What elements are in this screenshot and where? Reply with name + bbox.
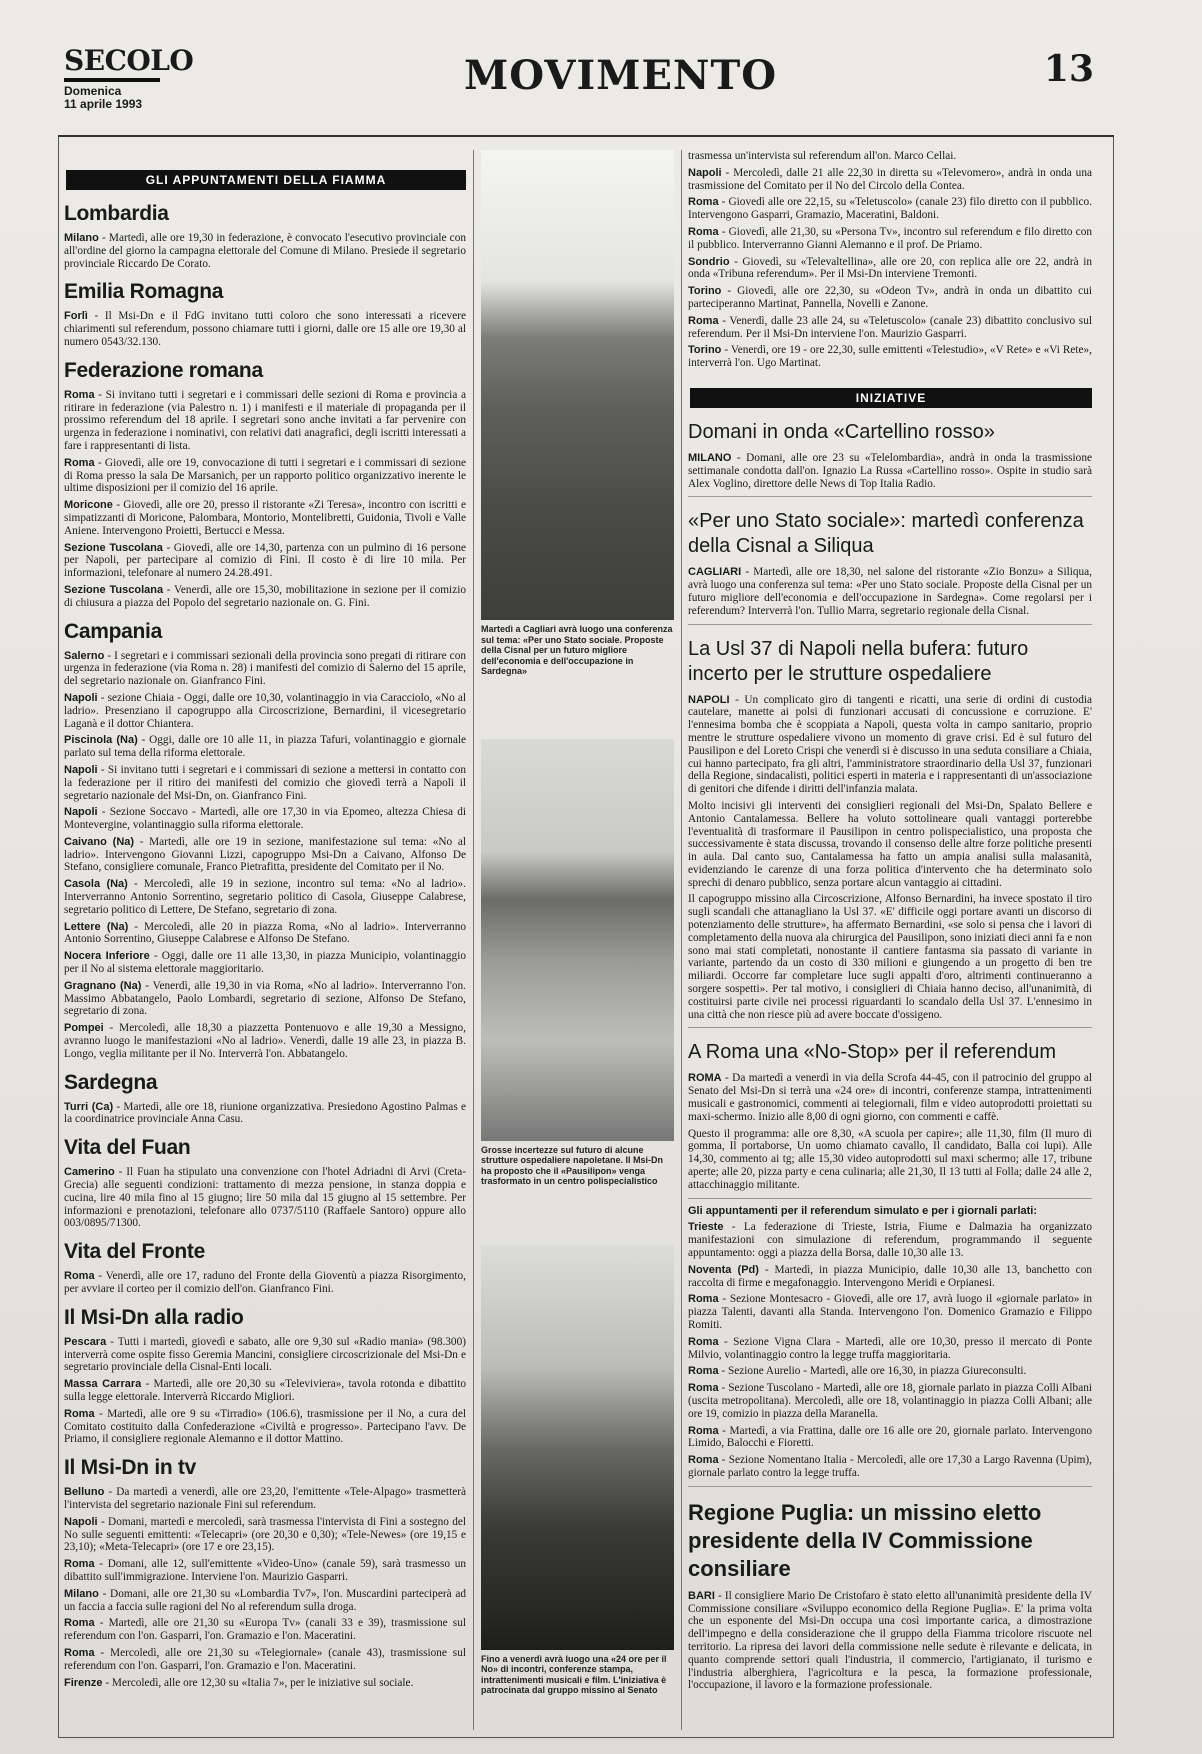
simulate-list	[688, 1221, 1092, 1479]
lead-in: Caivano (Na)	[64, 835, 135, 848]
lead-in: Nocera Inferiore	[64, 950, 150, 963]
section-banner: GLI APPUNTAMENTI DELLA FIAMMA	[66, 170, 466, 190]
column-appointments	[64, 150, 466, 1730]
paragraph: Forlì - Il Msi-Dn e il FdG invitano tutti coloro che sono interessati a ricevere chiarimenti sul referendum, possono chiamare tutti i giorni, dalle ore 15 alle ore 19,30 al numero 0543/32.130.	[64, 310, 466, 348]
section-banner: INIZIATIVE	[690, 388, 1092, 408]
tv-continuation	[688, 150, 1092, 370]
newspaper-logo: SECOLO	[64, 44, 194, 77]
region-title: Federazione romana	[64, 358, 263, 382]
paragraph: Firenze - Mercoledì, alle ore 12,30 su «Italia 7», per le iniziative sul sociale.	[64, 1676, 414, 1689]
column-photos	[481, 150, 674, 1730]
lead-in: Roma	[688, 1424, 719, 1437]
paragraph: Noventa (Pd) - Martedì, in piazza Municipio, dalle 10,30 alle 13, banchetto con raccolta di firme e megafonaggio. Intervengono Meridi e Orpianesi.	[688, 1263, 1092, 1289]
paragraph: Roma - Giovedì, alle ore 19, convocazione di tutti i segretari e i commissari di sezione di Roma presso la sala De Marsanich, per un rapporto politico organizzativo inerente le ultime disposizioni per il comizio del 16 aprile.	[64, 456, 466, 495]
page-number: 13	[1043, 48, 1094, 90]
paragraph: Roma - Domani, alle 12, sull'emittente «Video-Uno» (canale 59), sarà trasmesso un dibattito sull'immigrazione. Interviene l'on. Maurizio Gasparri.	[64, 1558, 466, 1583]
paragraph: Roma - Martedì, alle ore 9 su «Tirradio» (106.6), trasmissione per il No, a cura del Comitato costituito dalla Confederazione «Civiltà e progresso». Partecipano l'avv. De Priamo, il consigliere regionale Alemanno e il dottor Mattino.	[64, 1407, 466, 1446]
paragraph: Sezione Tuscolana - Giovedì, alle ore 14,30, partenza con un pulmino di 16 persone per Napoli, per partecipare al comizio di Fini. Il costo è di lire 10 mila. Per informazioni, telefonare al numero 24.28.491.	[64, 541, 466, 580]
column-divider	[473, 150, 474, 1730]
region-title: Il Msi-Dn in tv	[64, 1456, 197, 1480]
region-title: Lombardia	[64, 202, 169, 225]
paragraph: Turri (Ca) - Martedì, alle ore 18, riunione organizzativa. Presiedono Agostino Palmas e la coordinatrice provinciale Anna Casu.	[64, 1100, 466, 1126]
photo-hospital	[481, 739, 674, 1141]
paragraph: Roma - Sezione Vigna Clara - Martedì, alle ore 10,30, presso il mercato di Ponte Milvio, volantinaggio contro la legge truffa maggioritaria.	[688, 1335, 1092, 1361]
simulate-heading: Gli appuntamenti per il referendum simulato e per i giornali parlati:	[688, 1204, 1038, 1217]
paragraph: Roma - Sezione Tuscolano - Martedì, alle ore 18, giornale parlato in piazza Colli Albani (uscita metropolitana). Mercoledì, alle ore 18, volantinaggio in piazza Colli Albani; alle ore 19, comizio in piazza della Maranella.	[688, 1382, 1092, 1420]
paragraph: Camerino - Il Fuan ha stipulato una convenzione con l'hotel Adriadni di Arvi (Creta-Grecia) alle seguenti condizioni: trattamento di mezza pensione, in stanza doppia e cucina, lire 40 mila fino al 15 giugno; lire 50 mila dal 15 giugno al 15 settembre. Per informazioni e prenotazioni, telefonare allo 0737/5110 (Raffaele Santoro) oppure allo 003/0895/71300.	[64, 1166, 466, 1230]
lead-in: Pompei	[64, 1022, 104, 1035]
lead-in: Turri (Ca)	[64, 1100, 114, 1113]
lead-in: Sondrio	[688, 255, 730, 268]
lead-in: Firenze	[64, 1676, 103, 1689]
region-title: Emilia Romagna	[64, 280, 224, 304]
lead-in: Sezione Tuscolana	[64, 583, 164, 596]
paragraph: Belluno - Da martedì a venerdì, alle ore 23,20, l'emittente «Tele-Alpago» trasmetterà l'intervista del segretario nazionale Fini sul referendum.	[64, 1486, 466, 1511]
lead-in: Lettere (Na)	[64, 920, 129, 933]
lead-in: Noventa (Pd)	[688, 1263, 759, 1276]
divider	[688, 1486, 1092, 1487]
paragraph: Roma - Sezione Nomentano Italia - Mercoledì, alle ore 17,30 a Largo Ravenna (Upim), giornale parlato contro la legge truffa.	[688, 1454, 1092, 1479]
lead-in: MILANO	[688, 451, 732, 464]
paragraph: Napoli - Domani, martedì e mercoledì, sarà trasmessa l'intervista di Fini a sostegno del No sulle seguenti emittenti: «Telecapri» (ore 20,30 e 0,30); «Tele-Newes» (ore 19,15 e 23,10); «Meta-Telecapri» (ore 17 e ore 23,15).	[64, 1515, 466, 1554]
region-title: Vita del Fronte	[64, 1240, 205, 1264]
paragraph: Roma - Sezione Aurelio - Martedì, alle ore 16,30, in piazza Giureconsulti.	[688, 1365, 1027, 1378]
paragraph: Milano - Martedì, alle ore 19,30 in federazione, è convocato l'esecutivo provinciale con all'ordine del giorno la campagna elettorale del Comune di Milano. Presiede il segretario provinciale Riccardo De Corato.	[64, 232, 466, 270]
photo-caption: Martedì a Cagliari avrà luogo una conferenza sul tema: «Per uno Stato sociale. Proposte della Cisnal per un futuro migliore dell'economia e dell'occupazione in Sardegna»	[481, 624, 673, 676]
column-divider	[681, 150, 682, 1730]
paragraph: Casola (Na) - Mercoledì, alle 19 in sezione, incontro sul tema: «No al ladrio». Interverranno Antonio Sorrentino, segretario politico di Casola, Giuseppe Calabrese, segretario politico di Lettere, De Stefano, segretario di zona.	[64, 878, 466, 916]
paragraph: Pompei - Mercoledì, alle 18,30 a piazzetta Pontenuovo e alle 19,30 a Messigno, avranno luogo le manifestazioni «No al ladrio». Venerdì, dalle 19 alle 23, in piazza B. Longo, veglia militante per il No. Interverrà l'on. Abbatangelo.	[64, 1022, 466, 1060]
paragraph: Napoli - Sezione Soccavo - Martedì, alle ore 17,30 in via Epomeo, altezza Chiesa di Montevergine, volantinaggio sulla riforma elettorale.	[64, 806, 466, 832]
lead-in: Gragnano (Na)	[64, 979, 142, 992]
lead-in: Salerno	[64, 649, 105, 662]
story-title: «Per uno Stato sociale»: martedì conferenza della Cisnal a Siliqua	[688, 510, 1084, 558]
lead-in: Milano	[64, 1587, 99, 1600]
paragraph: Gragnano (Na) - Venerdì, alle 19,30 in via Roma, «No al ladrio». Interverranno l'on. Massimo Abbatangelo, Paolo Lombardi, segretario di sezione, Alfonso De Stefano, segretario di zona.	[64, 979, 466, 1018]
paragraph: Massa Carrara - Martedì, alle ore 20,30 su «Televiviera», tavola rotonda e dibattito sulla legge elettorale. Interverrà Riccardo Migliori.	[64, 1378, 466, 1403]
lead-in: Roma	[64, 1558, 95, 1571]
lead-in: Piscinola (Na)	[64, 734, 138, 747]
paragraph: MILANO - Domani, alle ore 23 su «Telelombardia», andrà in onda la trasmissione settimanale condotta dall'on. Ignazio La Russa «Cartellino rosso». Ospite in studio sarà Alex Voglino, direttore delle News di Top Italia Radio.	[688, 451, 1092, 490]
paragraph: Molto incisivi gli interventi dei consiglieri regionali del Msi-Dn, Spalato Bellere e Antonio Cantalamessa. Bellere ha voluto sottolineare quali vantaggi porterebbe l'eventualità di trasformare il Pausilipon in centro polispecialistico, una proposta che successivamente è stata discussa, trovando il consenso delle altre forze politiche presenti in aula. Dal canto suo, Cantalamessa ha fatto un ampia analisi sulla malasanità, evidenziando le carenze di una forza politica d'intervento che ha determinato solo sprechi di denaro pubblico, senza portare alcun vantaggio ai cittadini.	[688, 799, 1092, 889]
paragraph: Lettere (Na) - Mercoledì, alle 20 in piazza Roma, «No al ladrio». Interverranno Antonio Sorrentino, Giuseppe Calabrese e Alfonso De Stefano.	[64, 920, 466, 946]
paragraph: Milano - Domani, alle ore 21,30 su «Lombardia Tv7», l'on. Muscardini parteciperà ad un faccia a faccia sulle ragioni del No al referendum sulla droga.	[64, 1587, 466, 1613]
paragraph: Questo il programma: alle ore 8,30, «A scuola per capire»; alle 11,30, film (Il muro di gomma, Il portaborse, Un uomo chiamato cavallo, Il candidato, Balla coi lupi). Alle 14,30, commento ai tg; alle 15,30 video autoprodotti sul maxi schermo; alle 17, tribune aperte; alle 20, pizza party e cena culinaria; alle 21,30, Il 13 tutti al Folla; dalle 24 alle 2, attacchinaggio militante.	[688, 1127, 1092, 1191]
lead-in: Roma	[688, 314, 719, 327]
lead-in: Roma	[688, 225, 719, 238]
paragraph: Sondrio - Giovedì, su «Televaltellina», alle ore 20, con replica alle ore 22, andrà in onda «Tribuna referendum». Per il Msi-Dn interviene Tremonti.	[688, 255, 1092, 281]
story-title: Domani in onda «Cartellino rosso»	[688, 420, 995, 443]
story-body	[688, 1590, 1092, 1692]
paragraph: NAPOLI - Un complicato giro di tangenti e ricatti, una serie di ordini di custodia cautelare, manette ai polsi di funzionari accusati di concussione e corruzione. E' l'ennesima bomba che è scoppiata a Napoli, questa volta in campo sanitario, proprio mentre le strutture ospedaliere vivono un momento di grave crisi. Ed è sul futuro del Pausilipon e del Loreto Crispi che venerdì si è discusso in una seduta consiliare a Chiaia, cui hanno partecipato, fra gli altri, l'amministratore straordinario della Usl 37, funzionari della Regione, sindacalisti, politici esperti in materia e i rappresentanti di un'associazione di genitori che difende i diritti dell'infanzia malata.	[688, 693, 1092, 796]
paragraph: Sezione Tuscolana - Venerdì, alle ore 15,30, mobilitazione in sezione per il comizio di chiusura a piazza del Popolo del segretario nazionale on. G. Fini.	[64, 583, 466, 609]
masthead	[64, 44, 1094, 111]
paragraph: trasmessa un'intervista sul referendum all'on. Marco Cellai.	[688, 150, 957, 162]
lead-in: Sezione Tuscolana	[64, 541, 163, 554]
paragraph: BARI - Il consigliere Mario De Cristofaro è stato eletto all'unanimità presidente della IV Commissione consiliare «Sviluppo economico della Regione Puglia». E' la prima volta che un esponente del Msi-Dn occupa una così importante carica, a dimostrazione dell'impegno e della considerazione che il gruppo della Fiamma tricolore riscuote nel territorio. La ripresa dei lavori della commissione nelle sedute è rilevante e delicata, in quanto comprende settori quali l'industria, il commercio, l'artigianato, il turismo e l'industria alberghiera, l'agricoltura e la pesca, la formazione professionale, l'occupazione, il lavoro e la formazione professionale.	[688, 1589, 1092, 1692]
lead-in: ROMA	[688, 1072, 722, 1085]
lead-in: CAGLIARI	[688, 566, 742, 579]
lead-in: Milano	[64, 232, 99, 244]
paragraph: Roma - Martedì, a via Frattina, dalle ore 16 alle ore 20, giornale parlato. Intervengono Limido, Balocchi e Fioretti.	[688, 1424, 1092, 1450]
lead-in: Moricone	[64, 499, 113, 512]
section-title: MOVIMENTO	[464, 52, 778, 99]
divider	[688, 1027, 1092, 1028]
photo-landscape	[481, 150, 674, 620]
lead-in: Pescara	[64, 1335, 107, 1348]
paragraph: Roma - Venerdì, dalle 23 alle 24, su «Teletuscolo» (canale 23) dibattito conclusivo sul referendum. Per il Msi-Dn interviene l'on. Maurizio Gasparri.	[688, 314, 1092, 340]
story-title: A Roma una «No-Stop» per il referendum	[688, 1041, 1056, 1064]
paragraph: Trieste - La federazione di Trieste, Istria, Fiume e Dalmazia ha organizzato manifestazioni con simulazione di referendum, programmando il seguente appuntamento: oggi a piazza della Borsa, dalle 10,30 alle 13.	[688, 1221, 1092, 1260]
lead-in: Forlì	[64, 310, 88, 323]
lead-in: Roma	[64, 388, 95, 401]
lead-in: Roma	[688, 1365, 719, 1378]
lead-in: Casola (Na)	[64, 878, 128, 891]
paragraph: ROMA - Da martedì a venerdì in via della Scrofa 44-45, con il patrocinio del gruppo al Senato del Msi-Dn si terrà una «24 ore» di incontri, conferenze stampa, intrattenimenti musicali e gastronomici, commenti ai telegiornali, film e video autoprodotti proiettati su maxi-schermo. Inizio alle 8,00 di ogni giorno, con commenti e caffè.	[688, 1072, 1092, 1123]
issue-day: Domenica	[64, 84, 122, 98]
paragraph: Roma - Giovedì, alle 21,30, su «Persona Tv», incontro sul referendum e filo diretto con il pubblico. Interverranno Gianni Alemanno e il prof. De Priamo.	[688, 225, 1092, 251]
divider	[688, 1198, 1092, 1199]
lead-in: Roma	[64, 456, 95, 469]
photo-caption: Grosse incertezze sul futuro di alcune strutture ospedaliere napoletane. Il Msi-Dn ha proposto che il «Pausilipon» venga trasformato in un centro polispecialistico	[481, 1144, 664, 1186]
paragraph: Roma - Si invitano tutti i segretari e i commissari delle sezioni di Roma e provincia a ritirare in federazione (via Palestro n. 1) i manifesti e il materiale di propaganda per il prossimo referendum del 18 aprile. I segretari sono anche invitati a far pervenire con urgenza in federazione i nominativi, con relativi dati anagrafici, degli iscritti interessati a fare i rappresentanti di lista.	[64, 388, 466, 452]
paragraph: Torino - Giovedì, alle ore 22,30, su «Odeon Tv», andrà in onda un dibattito cui parteciperanno Martinat, Pannella, Novelli e Zanone.	[688, 285, 1092, 310]
paragraph: Napoli - Mercoledì, dalle 21 alle 22,30 in diretta su «Televomero», andrà in onda una trasmissione del Comitato per il No del Circolo della Contea.	[688, 166, 1092, 192]
lead-in: Roma	[64, 1646, 95, 1659]
lead-in: Napoli	[64, 763, 98, 776]
logo-rule	[64, 78, 160, 82]
paragraph: Pescara - Tutti i martedì, giovedì e sabato, alle ore 9,30 sul «Radio mania» (98.300) interverrà come ospite fisso Geremia Mancini, consigliere circoscrizionale del Msi-Dn e segretario provinciale della Cisnal-Enti locali.	[64, 1335, 466, 1374]
paragraph: CAGLIARI - Martedì, alle ore 18,30, nel salone del ristorante «Zio Bonzu» a Siliqua, avrà luogo una conferenza sul tema: «Per uno Stato sociale. Proposte della Cisnal per un futuro migliore dell'economia e dell'occupazione in Sardegna». Come regolarsi per i referendum? Interverrà l'on. Tullio Marra, segretario regionale della Cisnal.	[688, 566, 1092, 617]
lead-in: Camerino	[64, 1166, 115, 1179]
region-title: Il Msi-Dn alla radio	[64, 1305, 244, 1329]
issue-date: 11 aprile 1993	[64, 97, 143, 111]
lead-in: Roma	[64, 1407, 95, 1420]
lead-in: Massa Carrara	[64, 1378, 142, 1391]
lead-in: NAPOLI	[688, 693, 730, 706]
lead-in: Napoli	[688, 166, 722, 179]
region-title: Sardegna	[64, 1070, 158, 1094]
paragraph: Caivano (Na) - Martedì, alle ore 19 in sezione, manifestazione sul tema: «No al ladrio». Intervengono Giovanni Lizzi, capogruppo Msi-Dn a Caivano, Alfonso De Stefano, consigliere comunale, Franco Pietrafitta, presidente del Comitato per il No.	[64, 835, 466, 874]
story-title: La Usl 37 di Napoli nella bufera: futuro incerto per le strutture ospedaliere	[688, 637, 1029, 685]
paragraph: Roma - Mercoledì, alle ore 21,30 su «Telegiornale» (canale 43), trasmissione sul referendum con l'on. Gasparri, l'on. Gramazio e l'on. Maceratini.	[64, 1646, 466, 1672]
lead-in: Belluno	[64, 1486, 105, 1499]
paragraph: Moricone - Giovedì, alle ore 20, presso il ristorante «Zi Teresa», incontro con iscritti e simpatizzanti di Moricone, Palombara, Montorio, Montelibretti, Guidonia, Tivoli e Valle Aniene. Intervengono Proietti, Bertucci e Messa.	[64, 499, 466, 537]
paragraph: Piscinola (Na) - Oggi, dalle ore 10 alle 11, in piazza Tafuri, volantinaggio e giornale parlato sul tema della riforma elettorale.	[64, 734, 466, 760]
lead-in: Torino	[688, 344, 722, 357]
divider	[688, 624, 1092, 625]
paragraph: Roma - Martedì, alle ore 21,30 su «Europa Tv» (canali 33 e 39), trasmissione sul referendum con l'on. Gasparri, l'on. Gramazio e l'on. Maceratini.	[64, 1617, 466, 1643]
lead-in: Roma	[64, 1617, 95, 1630]
paragraph: Salerno - I segretari e i commissari sezionali della provincia sono pregati di ritirare con urgenza in federazione (via Roma n. 28) i manifesti del comizio di Salerno del 15 aprile, del segretario nazionale on. Gianfranco Fini.	[64, 649, 466, 688]
column-initiatives	[688, 150, 1092, 1740]
lead-in: Roma	[688, 1293, 719, 1306]
lead-in: Roma	[688, 1382, 719, 1395]
lead-in: Trieste	[688, 1221, 724, 1234]
paragraph: Torino - Venerdì, ore 19 - ore 22,30, sulle emittenti «Telestudio», «V Rete» e «Vi Rete», interverrà l'on. Ugo Martinat.	[688, 344, 1092, 370]
paragraph: Napoli - sezione Chiaia - Oggi, dalle ore 10,30, volantinaggio in via Caracciolo, «No al ladrio». Presenziano il capogruppo alla Circoscrizione, Bernardini, il vicesegretario Laganà e il dottor Chiantera.	[64, 691, 466, 730]
lead-in: Roma	[688, 1454, 719, 1467]
paragraph: Il capogruppo missino alla Circoscrizione, Alfonso Bernardini, ha invece spostato il tiro sugli scandali che attanagliano la Usl 37. «E' difficile oggi portare avanti un discorso di potenziamento delle strutture», ha affermato Bernardini, «se solo si pensa che i lavori di completamento della nuova ala chirurgica del Pausilipon, sono iniziati dieci anni fa e non sono mai stati completati, nonostante il cantiere fantasma sia passato di variante in variante, partendo da un costo di 330 milioni e giungendo a un progetto di ben tre miliardi. Occorre far completare luce sugli appalti d'oro, altrimenti continueranno a sorgere sospetti». Per tal motivo, i consiglieri di Chiaia hanno deciso, all'unanimità, di costituirsi parte civile nei processi riguardanti lo scandalo della Usl 37. L'ennesimo in una città che non riesce più ad avere boccate d'ossigeno.	[688, 893, 1092, 1021]
photo-caption: Fino a venerdì avrà luogo una «24 ore per il No» di incontri, conferenze stampa, intrattenimenti musicali e film. L'iniziativa è patrocinata dal gruppo missino al Senato	[481, 1653, 667, 1695]
lead-in: Napoli	[64, 806, 98, 819]
paragraph: Roma - Sezione Montesacro - Giovedì, alle ore 17, avrà luogo il «giornale parlato» in piazza Talenti, davanti alla Standa. Intervengono l'on. Domenico Gramazio e Filippo Romiti.	[688, 1293, 1092, 1331]
lead-in: Torino	[688, 285, 722, 298]
divider	[688, 496, 1092, 497]
stories	[688, 420, 1092, 1192]
region-title: Vita del Fuan	[64, 1136, 191, 1160]
paragraph: Napoli - Si invitano tutti i segretari e i commissari di sezione a mettersi in contatto con la federazione per il ritiro dei manifesti del comizio che giovedì terrà a Napoli il segretario nazionale del Msi-Dn, on. Gianfranco Fini.	[64, 763, 466, 802]
lead-in: Roma	[64, 1270, 95, 1283]
lead-in: Roma	[688, 1335, 719, 1348]
photo-crowd	[481, 1245, 674, 1650]
paragraph: Roma - Giovedì alle ore 22,15, su «Teletuscolo» (canale 23) filo diretto con il pubblico. Intervengono Gasparri, Gramazio, Maceratini, Baldoni.	[688, 196, 1092, 222]
lead-in: BARI	[688, 1589, 715, 1602]
region-title: Campania	[64, 619, 162, 643]
lead-in: Roma	[688, 196, 719, 209]
paragraph: Nocera Inferiore - Oggi, dalle ore 11 alle 13,30, in piazza Municipio, volantinaggio per il No al sistema elettorale maggioritario.	[64, 950, 466, 976]
lead-in: Napoli	[64, 1515, 98, 1528]
paragraph: Roma - Venerdì, alle ore 17, raduno del Fronte della Gioventù a piazza Risorgimento, per avviare il corteo per il comizio dell'on. Gianfranco Fini.	[64, 1270, 466, 1296]
lead-in: Napoli	[64, 691, 98, 704]
story-title: Regione Puglia: un missino eletto presidente della IV Commissione consiliare	[688, 1499, 1042, 1581]
